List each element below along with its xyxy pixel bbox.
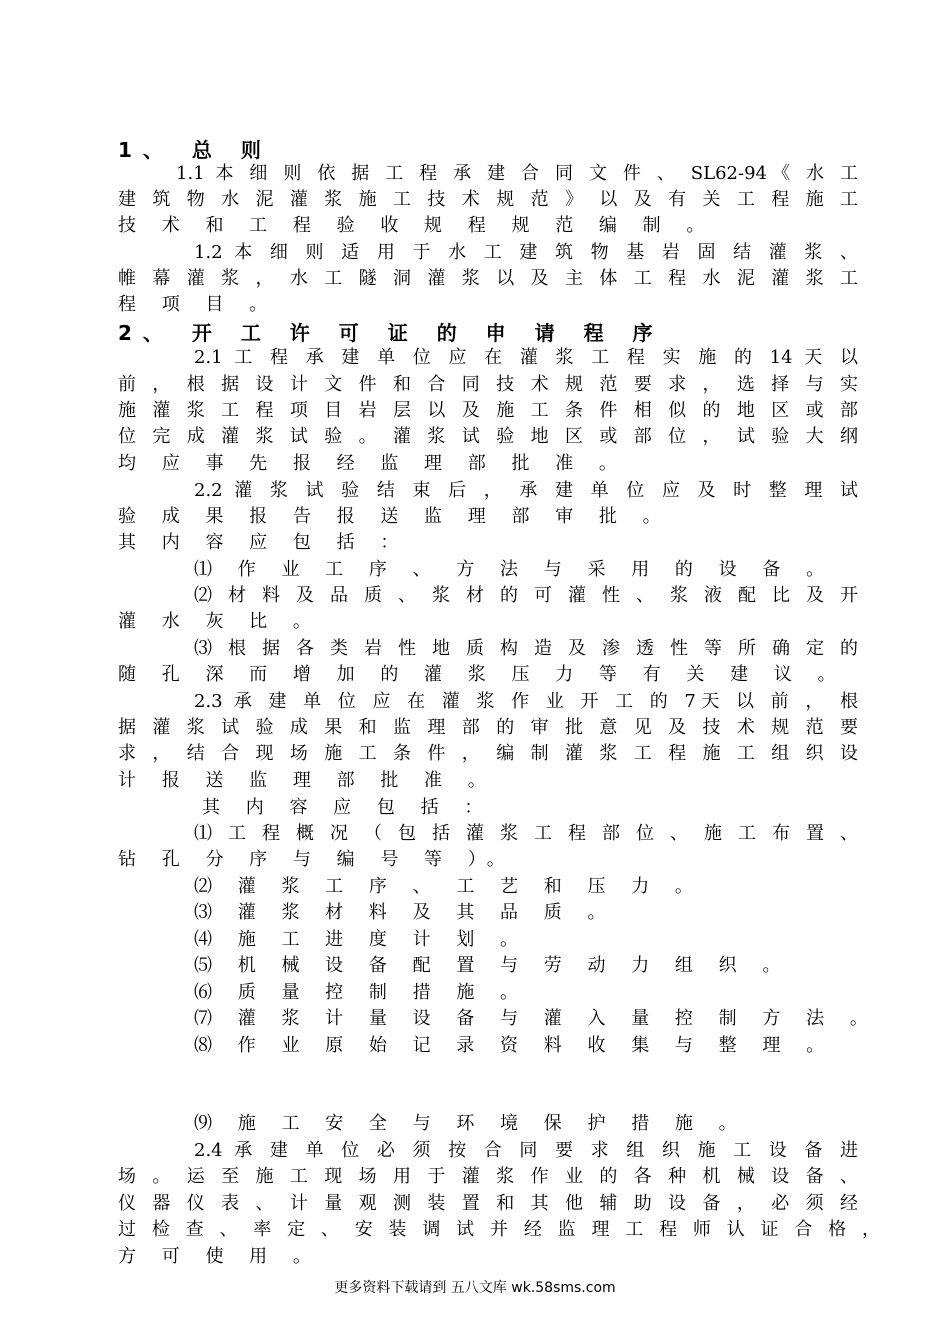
paragraph-line: 施 灌 浆 工 程 项 目 岩 层 以 及 施 工 条 件 相 似 的 地 区 或 部 <box>118 400 858 421</box>
footer-watermark-text: 更多资料下载请到 五八文库 wk.58sms.com <box>334 1280 616 1296</box>
paragraph-line: 其 内 容 应 包 括 ： <box>202 797 493 818</box>
list-item: ⑸ 机 械 设 备 配 置 与 劳 动 力 组 织 。 <box>194 955 791 976</box>
paragraph-line: 位 完 成 灌 浆 试 验 。 灌 浆 试 验 地 区 或 部 位 ， 试 验 大 纲 <box>118 426 858 447</box>
list-item: ⑹ 质 量 控 制 措 施 。 <box>194 982 529 1003</box>
paragraph-line: 1.2 本 细 则 适 用 于 水 工 建 筑 物 基 岩 固 结 灌 浆 、 <box>194 242 858 263</box>
section-1-heading: 1、 总 则 <box>118 138 272 162</box>
paragraph-line: 仪 器 仪 表 、 计 量 观 测 装 置 和 其 他 辅 助 设 备 ， 必 须 经 <box>118 1193 858 1214</box>
paragraph-line: 2.4 承 建 单 位 必 须 按 合 同 要 求 组 织 施 工 设 备 进 <box>194 1140 858 1161</box>
list-item: ⑴ 工 程 概 况 （ 包 括 灌 浆 工 程 部 位 、 施 工 布 置 、 <box>194 823 858 844</box>
paragraph-line: 建 筑 物 水 泥 灌 浆 施 工 技 术 规 范 》 以 及 有 关 工 程 施 工 <box>118 189 858 210</box>
paragraph-line: 计 报 送 监 理 部 批 准 。 <box>118 770 496 791</box>
list-item: 灌 水 灰 比 。 <box>118 611 321 632</box>
paragraph-line: 过 检 查 、 率 定 、 安 装 调 试 并 经 监 理 工 程 师 认 证 合 格 ， <box>118 1219 880 1240</box>
list-item: ⑺ 灌 浆 计 量 设 备 与 灌 入 量 控 制 方 法 。 <box>194 1008 878 1029</box>
list-item: 钻 孔 分 序 与 编 号 等 ）。 <box>118 849 515 870</box>
list-item: ⑶ 根 据 各 类 岩 性 地 质 构 造 及 渗 透 性 等 所 确 定 的 <box>194 638 858 659</box>
list-item: ⑷ 施 工 进 度 计 划 。 <box>194 929 529 950</box>
paragraph-line: 2.2 灌 浆 试 验 结 束 后 ， 承 建 单 位 应 及 时 整 理 试 <box>194 480 858 501</box>
list-item: ⑵ 材 料 及 品 质 、 浆 材 的 可 灌 性 、 浆 液 配 比 及 开 <box>194 585 858 606</box>
list-item: ⑵ 灌 浆 工 序 、 工 艺 和 压 力 。 <box>194 876 703 897</box>
paragraph-line: 1.1 本 细 则 依 据 工 程 承 建 合 同 文 件 、 SL62-94《 水 工 <box>176 163 858 184</box>
paragraph-line: 2.3 承 建 单 位 应 在 灌 浆 作 业 开 工 的 7天 以 前 ， 根 <box>194 691 858 712</box>
section-2-heading: 2、 开 工 许 可 证 的 申 请 程 序 <box>118 321 664 345</box>
paragraph-line: 求 ， 结 合 现 场 施 工 条 件 ， 编 制 灌 浆 工 程 施 工 组 织 设 <box>118 743 858 764</box>
list-item: ⑴ 作 业 工 序 、 方 法 与 采 用 的 设 备 。 <box>194 559 835 580</box>
paragraph-line: 方 可 使 用 。 <box>118 1246 321 1267</box>
list-item: 随 孔 深 而 增 加 的 灌 浆 压 力 等 有 关 建 议 。 <box>118 664 846 685</box>
list-item: ⑼ 施 工 安 全 与 环 境 保 护 措 施 。 <box>194 1113 747 1134</box>
paragraph-line: 场 。 运 至 施 工 现 场 用 于 灌 浆 作 业 的 各 种 机 械 设 备 、 <box>118 1166 858 1187</box>
paragraph-line: 前 ， 根 据 设 计 文 件 和 合 同 技 术 规 范 要 求 ， 选 择 与 实 <box>118 374 858 395</box>
paragraph-line: 其 内 容 应 包 括 ： <box>118 532 409 553</box>
paragraph-line: 2.1 工 程 承 建 单 位 应 在 灌 浆 工 程 实 施 的 14 天 以 <box>194 347 858 368</box>
paragraph-line: 技 术 和 工 程 验 收 规 程 规 范 编 制 。 <box>118 215 715 236</box>
paragraph-line: 帷 幕 灌 浆 ， 水 工 隧 洞 灌 浆 以 及 主 体 工 程 水 泥 灌 浆 工 <box>118 268 858 289</box>
list-item: ⑻ 作 业 原 始 记 录 资 料 收 集 与 整 理 。 <box>194 1035 835 1056</box>
paragraph-line: 均 应 事 先 报 经 监 理 部 批 准 。 <box>118 453 627 474</box>
paragraph-line: 验 成 果 报 告 报 送 监 理 部 审 批 。 <box>118 506 671 527</box>
paragraph-line: 据 灌 浆 试 验 成 果 和 监 理 部 的 审 批 意 见 及 技 术 规 范 要 <box>118 717 858 738</box>
paragraph-line: 程 项 目 。 <box>118 294 278 315</box>
list-item: ⑶ 灌 浆 材 料 及 其 品 质 。 <box>194 902 616 923</box>
